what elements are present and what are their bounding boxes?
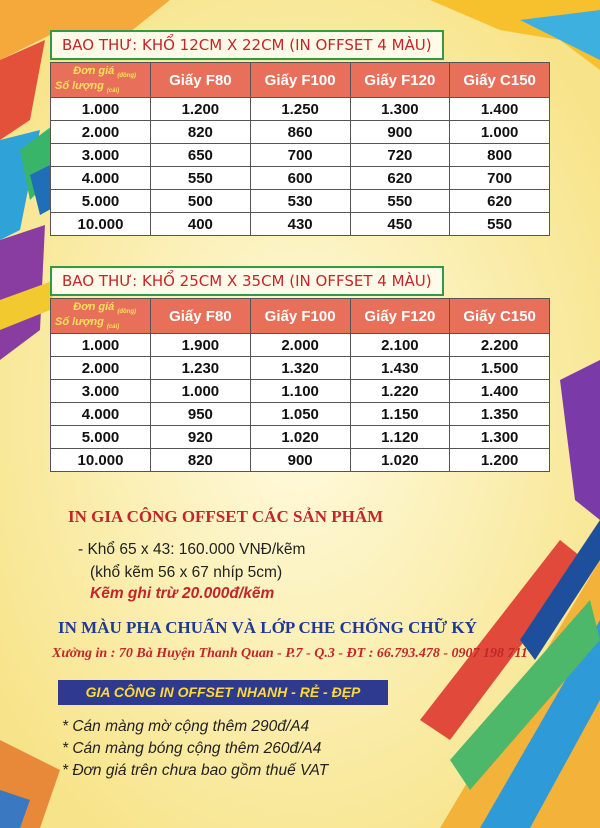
- color-mixing-title: IN MÀU PHA CHUẨN VÀ LỚP CHE CHỐNG CHỮ KÝ: [58, 618, 477, 637]
- price-cell: 620: [450, 190, 550, 213]
- price-cell: 1.400: [450, 98, 550, 121]
- quantity-cell: 4.000: [51, 167, 151, 190]
- price-cell: 1.430: [350, 357, 450, 380]
- price-cell: 820: [151, 121, 251, 144]
- table-row: [51, 190, 550, 213]
- price-cell: 600: [250, 167, 350, 190]
- price-cell: 530: [250, 190, 350, 213]
- table1-col-header: Giấy F120: [350, 63, 450, 98]
- price-cell: 1.200: [151, 98, 251, 121]
- note-gloss-lamination: * Cán màng bóng cộng thêm 260đ/A4: [62, 740, 322, 757]
- quantity-cell: 2.000: [51, 357, 151, 380]
- table2-title: BAO THƯ: KHỔ 25CM X 35CM (IN OFFSET 4 MÀU): [50, 266, 444, 296]
- price-cell: 550: [151, 167, 251, 190]
- table-row: [51, 449, 550, 472]
- price-cell: 1.100: [250, 380, 350, 403]
- price-cell: 2.200: [450, 334, 550, 357]
- price-cell: 950: [151, 403, 251, 426]
- table2-col-header: Giấy C150: [450, 299, 550, 334]
- quantity-cell: 1.000: [51, 98, 151, 121]
- price-cell: 2.100: [350, 334, 450, 357]
- table1-col-header: Giấy F80: [151, 63, 251, 98]
- price-cell: 1.350: [450, 403, 550, 426]
- price-cell: 400: [151, 213, 251, 236]
- price-cell: 1.050: [250, 403, 350, 426]
- quantity-cell: 3.000: [51, 144, 151, 167]
- workshop-address: Xưởng in : 70 Bà Huyện Thanh Quan - P.7 - Q.3 - ĐT : 66.793.478 - 0907 198 711: [52, 646, 528, 661]
- table2-col-header: Giấy F120: [350, 299, 450, 334]
- price-cell: 430: [250, 213, 350, 236]
- price-cell: 700: [250, 144, 350, 167]
- price-cell: 500: [151, 190, 251, 213]
- price-cell: 550: [450, 213, 550, 236]
- price-cell: 1.250: [250, 98, 350, 121]
- price-cell: 1.220: [350, 380, 450, 403]
- note-vat: * Đơn giá trên chưa bao gồm thuế VAT: [62, 762, 329, 779]
- table2-col-header: Giấy F100: [250, 299, 350, 334]
- quantity-cell: 2.000: [51, 121, 151, 144]
- price-cell: 860: [250, 121, 350, 144]
- table2-col-header: Giấy F80: [151, 299, 251, 334]
- quantity-cell: 4.000: [51, 403, 151, 426]
- price-cell: 800: [450, 144, 550, 167]
- price-cell: 1.150: [350, 403, 450, 426]
- table-row: [51, 144, 550, 167]
- price-cell: 550: [350, 190, 450, 213]
- table-row: [51, 334, 550, 357]
- quantity-cell: 3.000: [51, 380, 151, 403]
- table1-title: BAO THƯ: KHỔ 12CM X 22CM (IN OFFSET 4 MÀU): [50, 30, 444, 60]
- price-cell: 1.020: [250, 426, 350, 449]
- price-cell: 1.320: [250, 357, 350, 380]
- table-row: [51, 380, 550, 403]
- table-row: [51, 357, 550, 380]
- quantity-cell: 10.000: [51, 213, 151, 236]
- table1-corner-header: Đơn giá $_{(đồng)}$ Số lượng $_{(cái)}$: [51, 63, 151, 98]
- table1-col-header: Giấy C150: [450, 63, 550, 98]
- table2-corner-header: Đơn giá $_{(đồng)}$ Số lượng $_{(cái)}$: [51, 299, 151, 334]
- price-cell: 700: [450, 167, 550, 190]
- price-cell: 450: [350, 213, 450, 236]
- table-row: [51, 98, 550, 121]
- table-row: [51, 121, 550, 144]
- price-cell: 1.230: [151, 357, 251, 380]
- note-matte-lamination: * Cán màng mờ cộng thêm 290đ/A4: [62, 718, 310, 735]
- price-cell: 1.000: [450, 121, 550, 144]
- table-row: [51, 403, 550, 426]
- offset-plate-size: (khổ kẽm 56 x 67 nhíp 5cm): [90, 564, 283, 581]
- price-table-25x35: [50, 298, 550, 472]
- price-table-12x22: [50, 62, 550, 236]
- price-cell: 1.000: [151, 380, 251, 403]
- price-cell: 900: [350, 121, 450, 144]
- quantity-cell: 1.000: [51, 334, 151, 357]
- price-cell: 1.120: [350, 426, 450, 449]
- price-cell: 1.400: [450, 380, 550, 403]
- table-row: [51, 426, 550, 449]
- table-row: [51, 167, 550, 190]
- quantity-cell: 5.000: [51, 426, 151, 449]
- price-cell: 1.900: [151, 334, 251, 357]
- price-cell: 1.020: [350, 449, 450, 472]
- price-cell: 1.500: [450, 357, 550, 380]
- price-cell: 900: [250, 449, 350, 472]
- table1-col-header: Giấy F100: [250, 63, 350, 98]
- quantity-cell: 5.000: [51, 190, 151, 213]
- price-cell: 820: [151, 449, 251, 472]
- promo-banner: GIA CÔNG IN OFFSET NHANH - RẺ - ĐẸP: [58, 680, 388, 705]
- price-cell: 720: [350, 144, 450, 167]
- price-cell: 1.200: [450, 449, 550, 472]
- quantity-cell: 10.000: [51, 449, 151, 472]
- price-cell: 1.300: [450, 426, 550, 449]
- price-cell: 2.000: [250, 334, 350, 357]
- price-cell: 1.300: [350, 98, 450, 121]
- offset-section-title: IN GIA CÔNG OFFSET CÁC SẢN PHẨM: [68, 507, 384, 526]
- offset-plate-deduction: Kẽm ghi trừ 20.000đ/kẽm: [90, 585, 275, 602]
- price-cell: 650: [151, 144, 251, 167]
- price-cell: 620: [350, 167, 450, 190]
- price-cell: 920: [151, 426, 251, 449]
- offset-plate-price: - Khổ 65 x 43: 160.000 VNĐ/kẽm: [78, 541, 306, 558]
- table-row: [51, 213, 550, 236]
